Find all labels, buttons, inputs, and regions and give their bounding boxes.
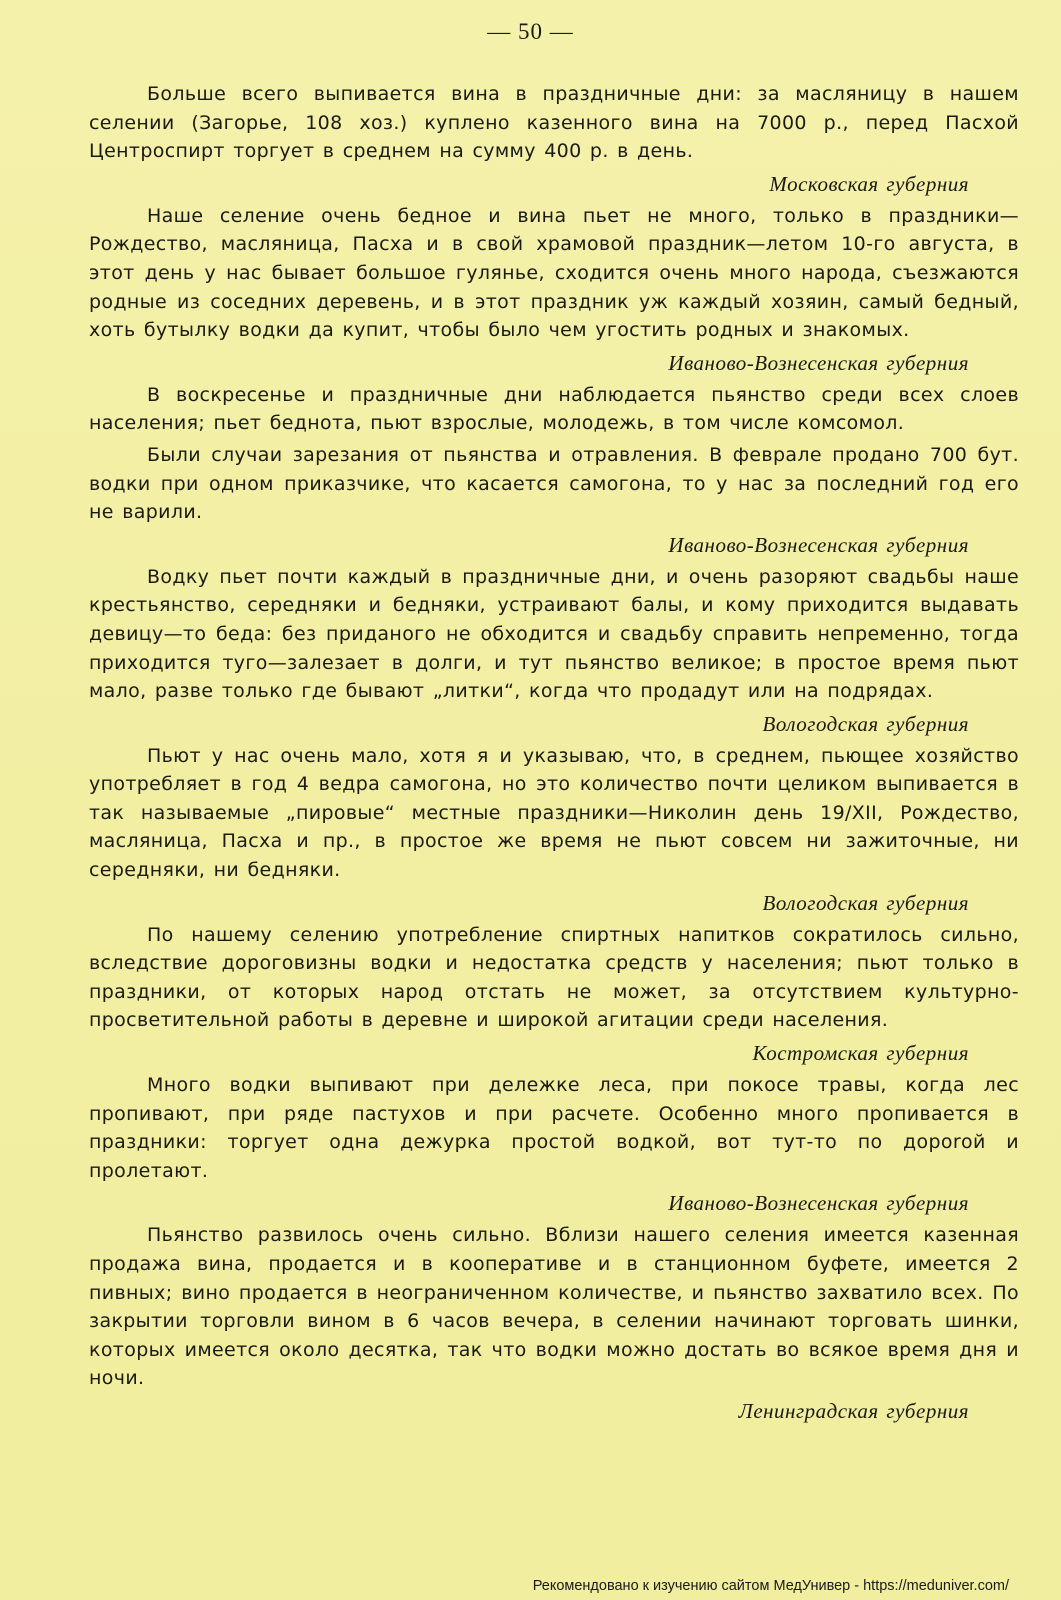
source-attribution: Московская губерния [769,171,969,196]
source-attribution: Вологодская губерния [762,711,969,736]
paragraph: По нашему селению употребление спиртных напитков сократилось сильно, вследствие дороговизны водки и недостатка средств у населения; пьют только в праздники, от которых народ отстать не может, за отсутствием культурно-просветительной работы в деревне и широкой агитации среди населения. [89,923,1019,1032]
document-body [89,80,1019,1429]
source-attribution: Иваново-Вознесенская губерния [668,1191,969,1216]
paragraph: Наше селение очень бедное и вина пьет не много, только в праздники—Рождество, масляница, Пасха и в свой храмовой праздник—летом 10-го августа, в этот день у нас бывает большое гулянье, сходится очень много народа, съезжаются родные из соседних деревень, и в этот праздник уж каждый хозяин, самый бедный, хоть бутылку водки да купит, чтобы было чем угостить родных и знакомых. [89,204,1019,342]
source-attribution: Иваново-Вознесенская губерния [668,350,969,375]
source-attribution: Вологодская губерния [762,890,969,915]
paragraph: Пьют у нас очень мало, хотя я и указываю, что, в среднем, пьющее хозяйство употребляет в год 4 ведра самогона, но это количество почти целиком выпивается в так называемые „пировые“ местные праздники—Николин день 19/XII, Рождество, масляница, Пасха и пр., в простое же время не пьют совсем ни зажиточные, ни середняки, ни бедняки. [89,744,1019,882]
page-number: — 50 — [487,19,574,44]
paragraph: Много водки выпивают при дележке леса, при покосе травы, когда лес пропивают, при ряде пастухов и при расчете. Особенно много пропивается в праздники: торгует одна дежурка простой водкой, вот тут-то по дороrой и пролетают. [89,1074,1019,1182]
paragraph: Были случаи зарезания от пьянства и отравления. В феврале продано 700 бут. водки при одном приказчике, что касается самогона, то у нас за последний год его не варили. [89,443,1019,524]
paragraph: Больше всего выпивается вина в праздничные дни: за масляницу в нашем селении (Загорье, 108 хоз.) куплено казенного вина на 7000 р., перед Пасхой Центроспирт торгует в среднем на сумму 400 р. в день. [89,83,1019,163]
source-attribution: Иваново-Вознесенская губерния [668,532,969,557]
paragraph: В воскресенье и праздничные дни наблюдается пьянство среди всех слоев населения; пьет беднота, пьют взрослые, молодежь, в том числе комсомол. [89,383,1019,435]
paragraph: Водку пьет почти каждый в праздничные дни, и очень разоряют свадьбы наше крестьянство, середняки и бедняки, устраивают балы, и кому приходится выдавать девицу—то беда: без приданого не обходится и свадьбу справить непременно, тогда приходится туго—залезает в долги, и тут пьянство великое; в простое время пьют мало, разве только где бывают „литки“, когда что продадут или на подрядах. [89,565,1019,703]
footer-recommendation-link[interactable]: Рекомендовано к изучению сайтом МедУнивер - https://meduniver.com/ [532,1578,1009,1594]
source-attribution: Костромская губерния [752,1041,969,1066]
paragraph: Пьянство развилось очень сильно. Вблизи нашего селения имеется казенная продажа вина, продается и в кооперативе и в станционном буфете, имеется 2 пивных; вино продается в неограниченном количестве, и пьянство захватило всех. По закрытии торговли вином в 6 часов вечера, в селении начинают торговать шинки, которых имеется около десятка, так что водки можно достать во всякое время дня и ночи. [89,1224,1019,1390]
source-attribution: Ленинградская губерния [738,1398,969,1423]
